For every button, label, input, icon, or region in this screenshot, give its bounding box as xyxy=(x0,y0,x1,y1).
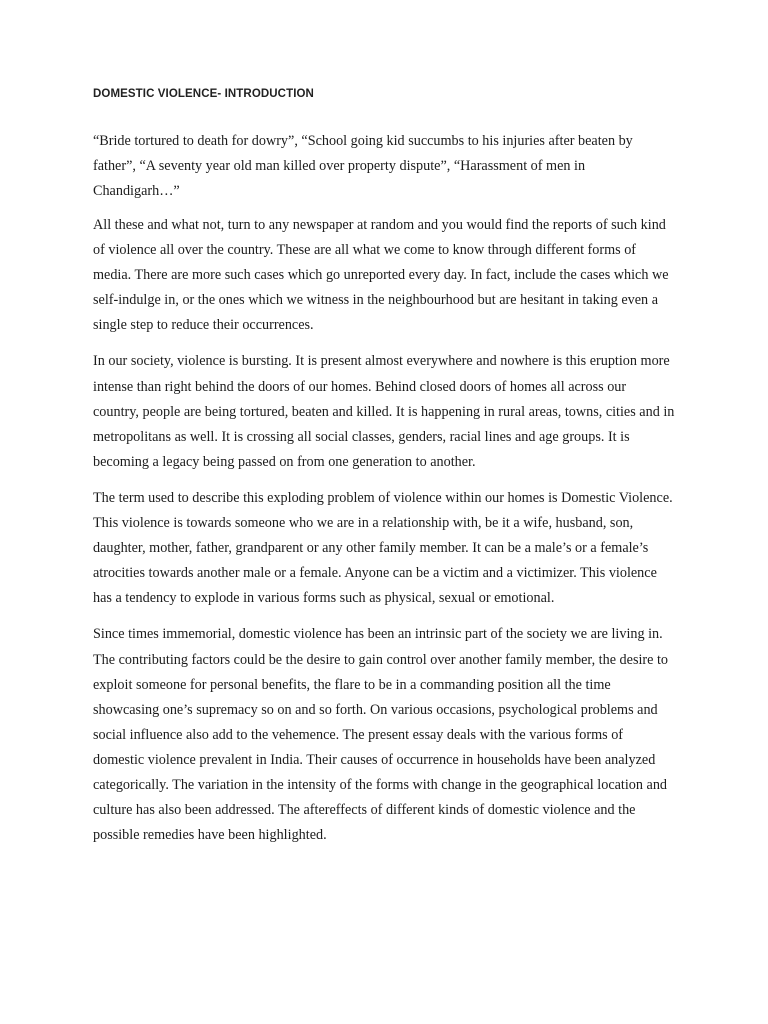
document-title: DOMESTIC VIOLENCE- INTRODUCTION xyxy=(93,88,314,100)
paragraph-essay-scope: Since times immemorial, domestic violence has been an intrinsic part of the society we are living in. The contributing factors could be the desire to gain control over another family member, the desire to exploit someone for personal benefits, the flare to be in a commanding position all the time showcasing one’s supremacy so on and so forth. On various occasions, psychological problems and social influence also add to the vehemence. The present essay deals with the various forms of domestic violence prevalent in India. Their causes of occurrence in households have been analyzed categorically. The variation in the intensity of the forms with change in the geographical location and culture has also been addressed. The aftereffects of different kinds of domestic violence and the possible remedies have been highlighted. xyxy=(93,626,669,844)
paragraph-newspaper-reports: All these and what not, turn to any newspaper at random and you would find the reports of such kind of violence all over the country. These are all what we come to know through different forms of media. There are more such cases which go unreported every day. In fact, include the cases which we self-indulge in, or the ones which we witness in the neighbourhood but are hesitant in taking even a single step to reduce their occurrences. xyxy=(93,217,669,334)
document-body xyxy=(93,86,675,859)
paragraph-term-definition: The term used to describe this exploding problem of violence within our homes is Domestic Violence. This violence is towards someone who we are in a relationship with, be it a wife, husband, son, daughter, mother, father, grandparent or any other family member. It can be a male’s or a female’s atrocities towards another male or a female. Anyone can be a victim and a victimizer. This violence has a tendency to explode in various forms such as physical, sexual or emotional. xyxy=(93,489,673,607)
paragraph-headlines: “Bride tortured to death for dowry”, “School going kid succumbs to his injuries after beaten by father”, “A seventy year old man killed over property dispute”, “Harassment of men in Chandigarh…” xyxy=(93,133,633,199)
paragraph-violence-bursting: In our society, violence is bursting. It is present almost everywhere and nowhere is this eruption more intense than right behind the doors of our homes. Behind closed doors of homes all across our country, people are being tortured, beaten and killed. It is happening in rural areas, towns, cities and in metropolitans as well. It is crossing all social classes, genders, racial lines and age groups. It is becoming a legacy being passed on from one generation to another. xyxy=(93,353,675,470)
